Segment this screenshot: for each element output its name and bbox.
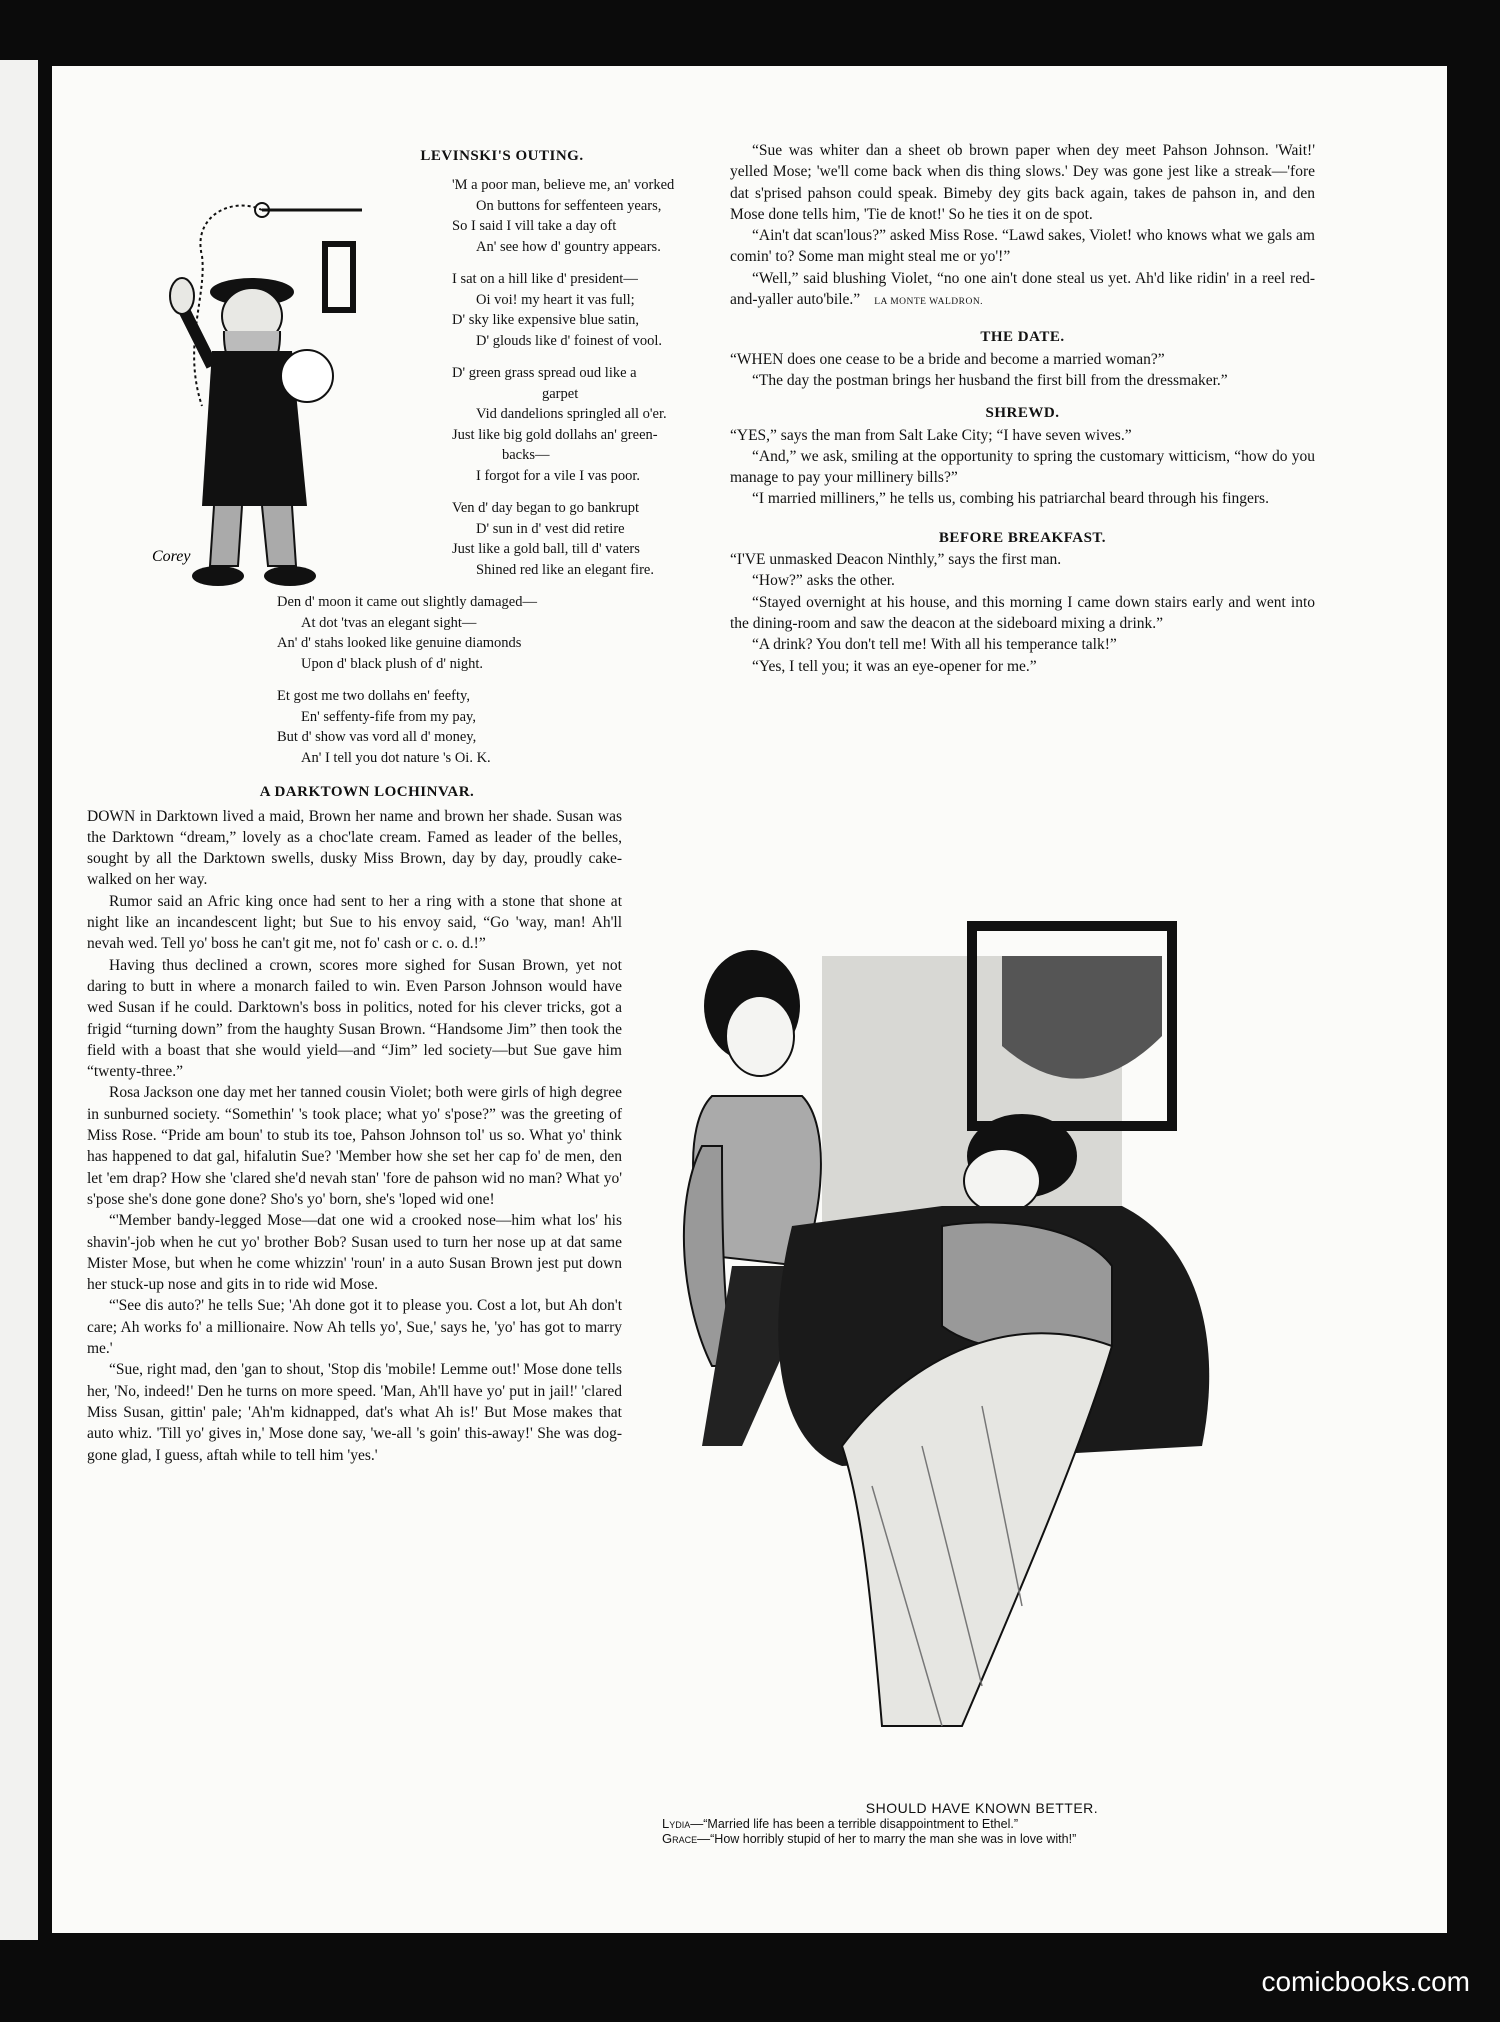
joke-line: “And,” we ask, smiling at the opportunity to spring the customary witticism, “how do you manage to pay your millinery bills?” (730, 447, 1315, 487)
darktown-title: A DARKTOWN LOCHINVAR. (259, 784, 475, 801)
caption-speaker: Lydia— (662, 1816, 704, 1831)
poem-line: At dot 'tvas an elegant sight— (301, 614, 477, 631)
poem-line: Den d' moon it came out slightly damaged— (277, 594, 537, 611)
poem-line: Just like big gold dollahs an' green- (452, 426, 658, 443)
cartoon-caption (662, 1800, 1302, 1846)
story-paragraph: “'Member bandy-legged Mose—dat one wid a crooked nose—him what los' his shavin'-job when he cut yo' brother Bob? Susan used to turn her nose up at dat same Mister Mose, but when he come whizzin' 'roun' in a auto Susan Brown jest put down her stuck-up nose and gits in to ride wid Mose. (87, 1212, 622, 1294)
story-paragraph: “'See dis auto?' he tells Sue; 'Ah done got it to please you. Cost a lot, but Ah don't care; Ah works fo' a millionaire. Now Ah tells yo', Sue,' says he, 'yo' has got to marry me.' (87, 1297, 622, 1358)
caption-text: “How horribly stupid of her to marry the man she was in love with!” (710, 1832, 1077, 1846)
poem-line: On buttons for seffenteen years, (476, 197, 662, 214)
poem-line: I sat on a hill like d' president— (452, 271, 638, 288)
story-paragraph: Rosa Jackson one day met her tanned cousin Violet; both were girls of high degree in sunburned society. “Somethin' 's took place; what yo' s'pose?” was the greeting of Miss Rose. “Pride am boun' to stub its toe, Pahson Johnson tol' us so. What yo' think has happened to dat gal, hifalutin Sue? 'Member how she set her cap fo' de men, den let 'em drap? How she 'clared she'd nevah stan' 'fore de pahson wid no man? What yo' s'pose she's done gone done? Sho's yo' born, she's 'loped wid one! (87, 1084, 622, 1208)
poem-line: An' d' stahs looked like genuine diamonds (277, 635, 522, 652)
joke-line: “YES,” says the man from Salt Lake City; “I have seven wives.” (730, 426, 1132, 444)
poem-stanza (277, 592, 757, 674)
poem-stanza (452, 498, 757, 580)
poem-line: An' see how d' gountry appears. (476, 238, 661, 255)
poem-line: En' seffenty-fife from my pay, (301, 708, 476, 725)
poem-line: backs— (502, 447, 550, 464)
levinski-title: LEVINSKI'S OUTING. (420, 148, 584, 164)
joke-line: “I'VE unmasked Deacon Ninthly,” says the first man. (730, 551, 1062, 569)
two-women-illustration (642, 886, 1342, 1786)
caption-speaker: Grace— (662, 1831, 711, 1846)
story-paragraph: Rumor said an Afric king once had sent to her a ring with a stone that shone at night like an incandescent light; but Sue to his envoy said, “Go 'way, man! Ah'll nevah wed. Tell yo' boss he can't git me, not fo' cash or c. o. d.!” (87, 892, 622, 953)
story-paragraph: Having thus declined a crown, scores more sighed for Susan Brown, yet not daring to butt in where a monarch failed to win. Even Parson Johnson would have wed Susan if he could. Darktown's boss in politics, noted for his clever tricks, got a frigid “turning down” from the haughty Susan Brown. “Handsome Jim” then took the field with a boast that she would yield—and “Jim” led society—but Sue gave him “twenty-three.” (87, 956, 622, 1081)
levinski-poem (452, 175, 757, 580)
poem-line: D' green grass spread oud like a (452, 365, 637, 382)
poem-stanza (277, 686, 757, 768)
poem-line: Oi voi! my heart it vas full; (476, 291, 635, 308)
story-paragraph: DOWN in Darktown lived a maid, Brown her name and brown her shade. Susan was the Darktown “dream,” lovely as a choc'late cream. Famed as leader of the belles, sought by all the Darktown swells, dusky Miss Brown, day by day, proudly cake-walked on her way. (87, 807, 622, 889)
joke-line: “WHEN does one cease to be a bride and become a married woman?” (730, 350, 1165, 368)
poem-line: Et gost me two dollahs en' feefty, (277, 688, 470, 705)
poem-line: Ven d' day began to go bankrupt (452, 500, 640, 517)
poem-line: garpet (542, 385, 579, 402)
poem-line: I forgot for a vile I vas poor. (476, 467, 641, 484)
joke-line: “How?” asks the other. (752, 572, 895, 590)
caption-title: SHOULD HAVE KNOWN BETTER. (865, 1800, 1099, 1816)
artist-signature: Corey (152, 548, 191, 565)
poem-line: D' sky like expensive blue satin, (452, 312, 640, 329)
poem-stanza (452, 363, 757, 486)
joke-line: “A drink? You don't tell me! With all his temperance talk!” (752, 636, 1117, 654)
right-column (730, 140, 1315, 677)
levinski-poem-continued (277, 592, 757, 768)
poem-line: D' sun in d' vest did retire (476, 520, 625, 537)
poem-line: D' glouds like d' foinest of vool. (476, 332, 663, 349)
poem-line: So I said I vill take a day oft (452, 218, 617, 235)
magazine-page (52, 66, 1447, 1933)
story-paragraph: “Sue, right mad, den 'gan to shout, 'Stop dis 'mobile! Lemme out!' Mose done tells her, 'No, indeed!' Den he turns on more speed. 'Man, Ah'll have yo' put in jail!' 'clared Miss Susan, gittin' pale; 'Ah'm kidnapped, dat's what Ah is!' But Mose makes that auto whiz. 'Till yo' gives in,' Mose done say, 'we-all 's goin' this-away!' She was dog-gone glad, I guess, aftah while to tell him 'yes.' (87, 1361, 622, 1464)
poem-line: But d' show vas vord all d' money, (277, 729, 477, 746)
author-byline: LA MONTE WALDRON. (874, 297, 984, 308)
poem-stanza (452, 175, 757, 257)
breakfast-title: BEFORE BREAKFAST. (938, 529, 1107, 546)
poem-stanza (452, 269, 757, 351)
joke-line: “Yes, I tell you; it was an eye-opener for me.” (752, 657, 1037, 675)
joke-line: “I married milliners,” he tells us, combing his patriarchal beard through his fingers. (752, 490, 1269, 508)
poem-line: An' I tell you dot nature 's Oi. K. (301, 749, 491, 766)
poem-line: Vid dandelions springled all o'er. (476, 406, 667, 423)
site-watermark: comicbooks.com (1261, 1966, 1470, 1997)
story-paragraph (730, 268, 1315, 314)
darktown-story (87, 806, 622, 1466)
story-text: “Well,” said blushing Violet, “no one ain't done steal us yet. Ah'd like ridin' in a reel red-and-yaller auto'bile.” (730, 269, 1315, 309)
caption-line (662, 1831, 1302, 1846)
joke-line: “The day the postman brings her husband the first bill from the dressmaker.” (752, 371, 1228, 389)
date-title: THE DATE. (980, 329, 1065, 346)
poem-line: Upon d' black plush of d' night. (301, 655, 484, 672)
caption-text: “Married life has been a terrible disappointment to Ethel.” (703, 1817, 1018, 1831)
joke-line: “Stayed overnight at his house, and this morning I came down stairs early and went into the dining-room and saw the deacon at the sideboard mixing a drink.” (730, 593, 1315, 632)
story-paragraph: “Ain't dat scan'lous?” asked Miss Rose. “Lawd sakes, Violet! who knows what we gals am comin' to? Some man might steal me or yo'!” (730, 227, 1315, 266)
caption-line (662, 1816, 1302, 1831)
poem-line: Just like a gold ball, till d' vaters (452, 541, 640, 558)
facing-page-edge (0, 60, 38, 1940)
poem-line: Shined red like an elegant fire. (476, 561, 654, 578)
story-paragraph: “Sue was whiter dan a sheet ob brown paper when dey meet Pahson Johnson. 'Wait!' yelled Mose; 'we'll come back when dis thing slows.' Dey was gone jest like a streak—'fore dat s'prised pahson could speak. Bimeby dey gits back again, takes de pahson in, and den Mose done tells him, 'Tie de knot!' So he ties it on de spot. (730, 142, 1315, 223)
shrewd-title: SHREWD. (985, 405, 1060, 422)
poem-line: 'M a poor man, believe me, an' vorked (452, 177, 675, 194)
